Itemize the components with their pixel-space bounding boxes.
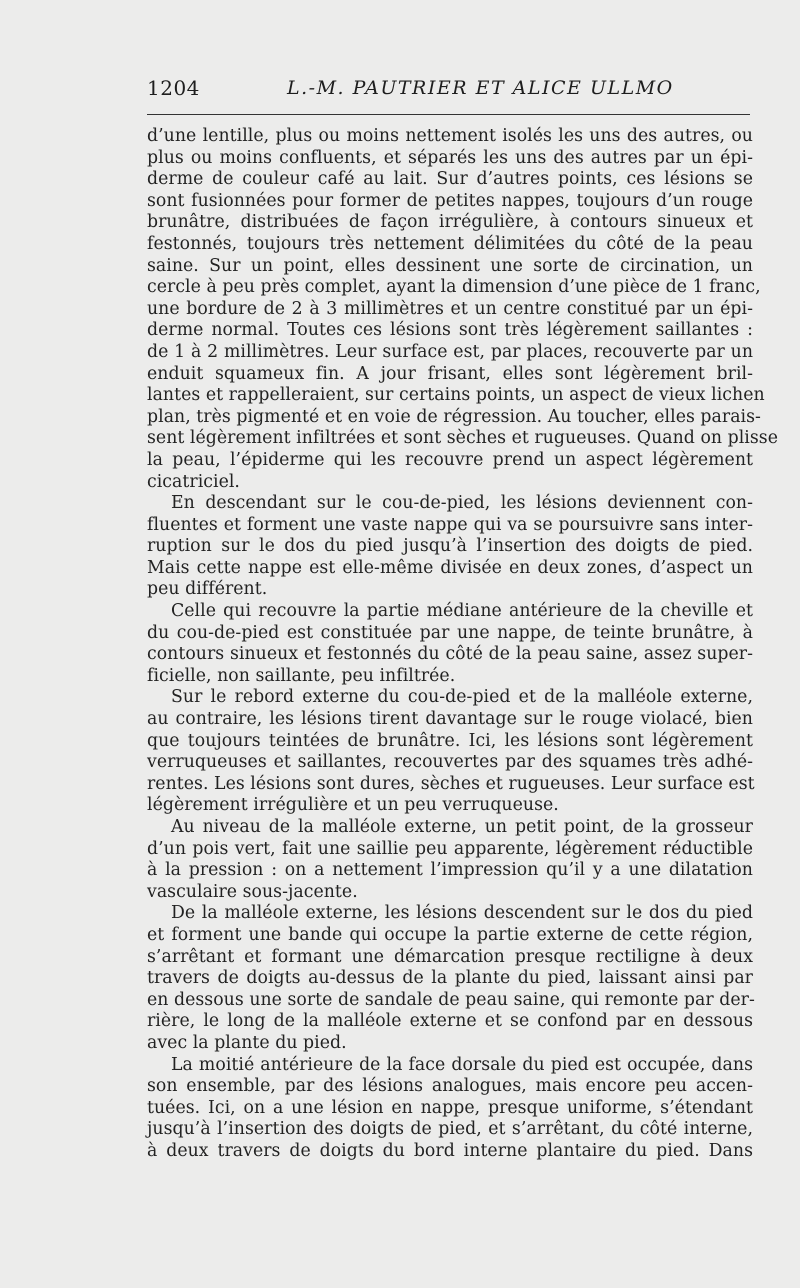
text-line: légèrement irrégulière et un peu verruqueuse. [147, 795, 559, 816]
text-line: que toujours teintées de brunâtre. Ici, les lésions sont légèrement [147, 730, 753, 751]
text-line: Sur le rebord externe du cou-de-pied et de la malléole externe, [171, 687, 753, 708]
page-number: 1204 [147, 76, 200, 100]
paragraph [147, 817, 753, 903]
paragraph [147, 126, 778, 493]
paragraph [147, 1055, 753, 1163]
text-line: derme de couleur café au lait. Sur d’autres points, ces lésions se [147, 169, 753, 190]
paragraph [147, 687, 753, 817]
text-line: rière, le long de la malléole externe et se confond par en dessous [147, 1011, 753, 1032]
text-line: ficielle, non saillante, peu infiltrée. [147, 665, 456, 686]
header-rule [147, 114, 750, 115]
text-line: de 1 à 2 millimètres. Leur surface est, par places, recouverte par un [147, 341, 753, 362]
text-line: contours sinueux et festonnés du côté de la peau saine, assez super- [147, 644, 753, 665]
text-line: cicatriciel. [147, 471, 240, 492]
running-header [147, 76, 753, 106]
text-line: De la malléole externe, les lésions descendent sur le dos du pied [171, 903, 753, 924]
text-line: au contraire, les lésions tirent davantage sur le rouge violacé, bien [147, 709, 753, 730]
text-line: ruption sur le dos du pied jusqu’à l’insertion des doigts de pied. [147, 536, 753, 557]
text-line: enduit squameux fin. A jour frisant, elles sont légèrement bril- [147, 363, 753, 384]
text-line: Celle qui recouvre la partie médiane antérieure de la cheville et [171, 601, 753, 622]
text-line: plus ou moins confluents, et séparés les uns des autres par un épi- [147, 147, 753, 168]
text-line: saine. Sur un point, elles dessinent une sorte de circination, un [147, 255, 753, 276]
body-text [147, 126, 778, 1163]
text-line: et forment une bande qui occupe la partie externe de cette région, [147, 924, 753, 945]
text-line: travers de doigts au-dessus de la plante du pied, laissant ainsi par [147, 968, 753, 989]
text-line: en dessous une sorte de sandale de peau saine, qui remonte par der- [147, 989, 755, 1010]
running-title: L.-M. PAUTRIER ET ALICE ULLMO [287, 77, 674, 99]
text-line: brunâtre, distribuées de façon irrégulière, à contours sinueux et [147, 212, 753, 233]
text-line: vasculaire sous-jacente. [147, 881, 358, 902]
text-line: sent légèrement infiltrées et sont sèches et rugueuses. Quand on plisse [147, 428, 778, 449]
text-line: rentes. Les lésions sont dures, sèches et rugueuses. Leur surface est [147, 773, 755, 794]
text-line: la peau, l’épiderme qui les recouvre prend un aspect légèrement [147, 449, 753, 470]
text-line: tuées. Ici, on a une lésion en nappe, presque uniforme, s’étendant [147, 1097, 753, 1118]
text-line: son ensemble, par des lésions analogues, mais encore peu accen- [147, 1076, 753, 1097]
text-line: plan, très pigmenté et en voie de régression. Au toucher, elles parais- [147, 406, 761, 427]
paragraph [147, 601, 753, 687]
text-line: à la pression : on a nettement l’impression qu’il y a une dilatation [147, 860, 753, 881]
text-line: festonnés, toujours très nettement délimitées du côté de la peau [147, 233, 753, 254]
text-line: s’arrêtant et formant une démarcation presque rectiligne à deux [147, 946, 753, 967]
text-line: Au niveau de la malléole externe, un petit point, de la grosseur [171, 817, 753, 837]
text-line: peu différent. [147, 579, 268, 600]
text-line: sont fusionnées pour former de petites nappes, toujours d’un rouge [147, 190, 753, 211]
text-line: Mais cette nappe est elle-même divisée en deux zones, d’aspect un [147, 557, 753, 578]
text-line: lantes et rappelleraient, sur certains points, un aspect de vieux lichen [147, 385, 765, 406]
text-line: fluentes et forment une vaste nappe qui va se poursuivre sans inter- [147, 514, 753, 535]
paragraph [147, 903, 753, 1054]
text-line: à deux travers de doigts du bord interne plantaire du pied. Dans [147, 1140, 753, 1161]
text-line: une bordure de 2 à 3 millimètres et un centre constitué par un épi- [147, 298, 753, 319]
text-line: d’une lentille, plus ou moins nettement isolés les uns des autres, ou [147, 126, 753, 146]
text-line: En descendant sur le cou-de-pied, les lésions deviennent con- [171, 493, 753, 514]
text-line: La moitié antérieure de la face dorsale du pied est occupée, dans [171, 1054, 753, 1075]
text-line: jusqu’à l’insertion des doigts de pied, et s’arrêtant, du côté interne, [147, 1119, 753, 1140]
text-line: d’un pois vert, fait une saillie peu apparente, légèrement réductible [147, 838, 753, 859]
text-line: derme normal. Toutes ces lésions sont très légèrement saillantes : [147, 320, 753, 341]
text-line: verruqueuses et saillantes, recouvertes par des squames très adhé- [147, 752, 753, 773]
paragraph [147, 493, 753, 601]
text-line: du cou-de-pied est constituée par une nappe, de teinte brunâtre, à [147, 622, 753, 643]
text-line: cercle à peu près complet, ayant la dimension d’une pièce de 1 franc, [147, 277, 761, 298]
text-line: avec la plante du pied. [147, 1032, 347, 1053]
